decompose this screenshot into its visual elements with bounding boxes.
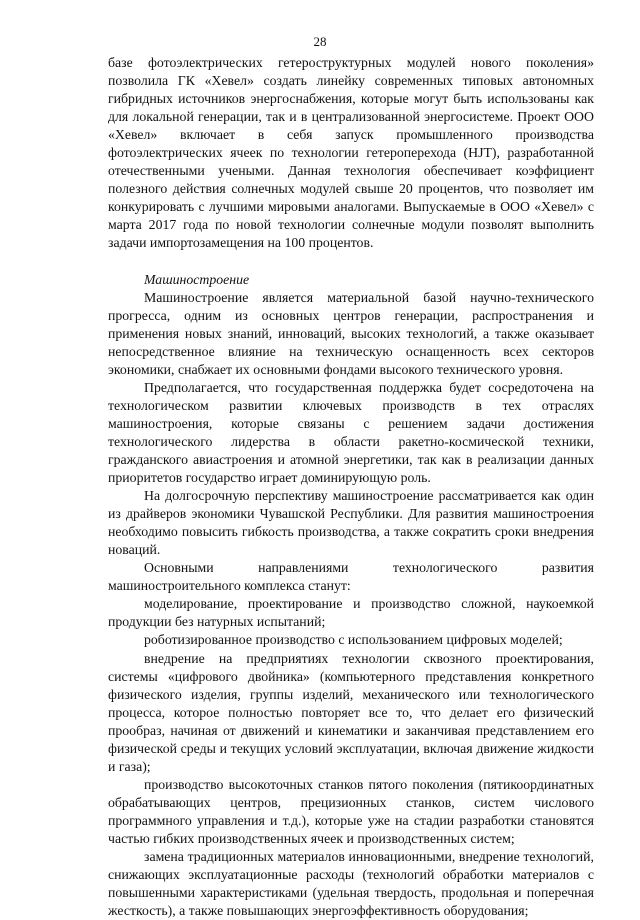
- section-heading: Машиностроение: [144, 271, 250, 287]
- paragraph-state-support: Предполагается, что государственная поддержка будет сосредоточена на технологическом развитии ключевых производств в тех отраслях машиностроения, которые связаны с решением задачи достижения технологического лидерства в области ракетно-космической техники, гражданского авиастроения и атомной энергетики, так как в реализации данных приоритетов государство играет доминирующую роль.: [108, 379, 594, 486]
- document-body: [108, 54, 594, 920]
- paragraph-machinery-intro: Машиностроение является материальной базой научно-технического прогресса, одним из основных центров генерации, распространения и применения новых знаний, инноваций, высоких технологий, а также оказывает непосредственное влияние на техническую оснащенность всех секторов экономики, снабжает их основными фондами высокого технического уровня.: [108, 289, 594, 377]
- paragraph-long-term: На долгосрочную перспективу машиностроение рассматривается как один из драйверов экономики Чувашской Республики. Для развития машиностроения необходимо повысить гибкость производства, а также сократить сроки внедрения новаций.: [108, 488, 594, 558]
- list-item-modeling: моделирование, проектирование и производство сложной, наукоемкой продукции без натурных испытаний;: [108, 596, 594, 630]
- list-item-machine-tools: производство высокоточных станков пятого поколения (пятикоординатных обрабатывающих центров, прецизионных станков, систем числового программного управления и т.д.), которые уже на стадии разработки становятся частью гибких производственных ячеек и производственных систем;: [108, 776, 594, 846]
- list-item-materials: замена традиционных материалов инновационными, внедрение технологий, снижающих эксплуатационные расходы (технологий обработки материалов с повышенными характеристиками (удельная твердость, продольная и поперечная жесткость), а также повышающих энергоэффективность оборудования;: [108, 849, 594, 919]
- page-number: 28: [313, 34, 327, 49]
- list-item-digital-twin: внедрение на предприятиях технологии сквозного проектирования, системы «цифрового двойника» (компьютерного представления конкретного физического изделия, группы изделий, механического или технологического процесса, которое полностью повторяет все то, что делает его физический прообраз, начиная от движений и кинематики и заканчивая представлением его физической среды и текущих условий эксплуатации, включая движение жидкости и газа);: [108, 650, 594, 774]
- paragraph-directions: Основными направлениями технологического развития машиностроительного комплекса станут:: [108, 560, 594, 594]
- list-item-robotics: роботизированное производство с использованием цифровых моделей;: [144, 632, 563, 648]
- paragraph-continuation: базе фотоэлектрических гетероструктурных модулей нового поколения» позволила ГК «Хевел» создать линейку современных типовых автономных гибридных источников энергоснабжения, которые могут быть использованы как для локальной генерации, так и в централизованной энергосистеме. Проект ООО «Хевел» включает в себя запуск промышленного производства фотоэлектрических ячеек по технологии гетероперехода (HJT), разработанной отечественными учеными. Данная технология обеспечивает коэффициент полезного действия солнечных модулей свыше 20 процентов, что позволяет им конкурировать с лучшими мировыми аналогами. Выпускаемые в ООО «Хевел» с марта 2017 года по новой технологии солнечные модули позволят выполнить задачи импортозамещения на 100 процентов.: [108, 55, 594, 251]
